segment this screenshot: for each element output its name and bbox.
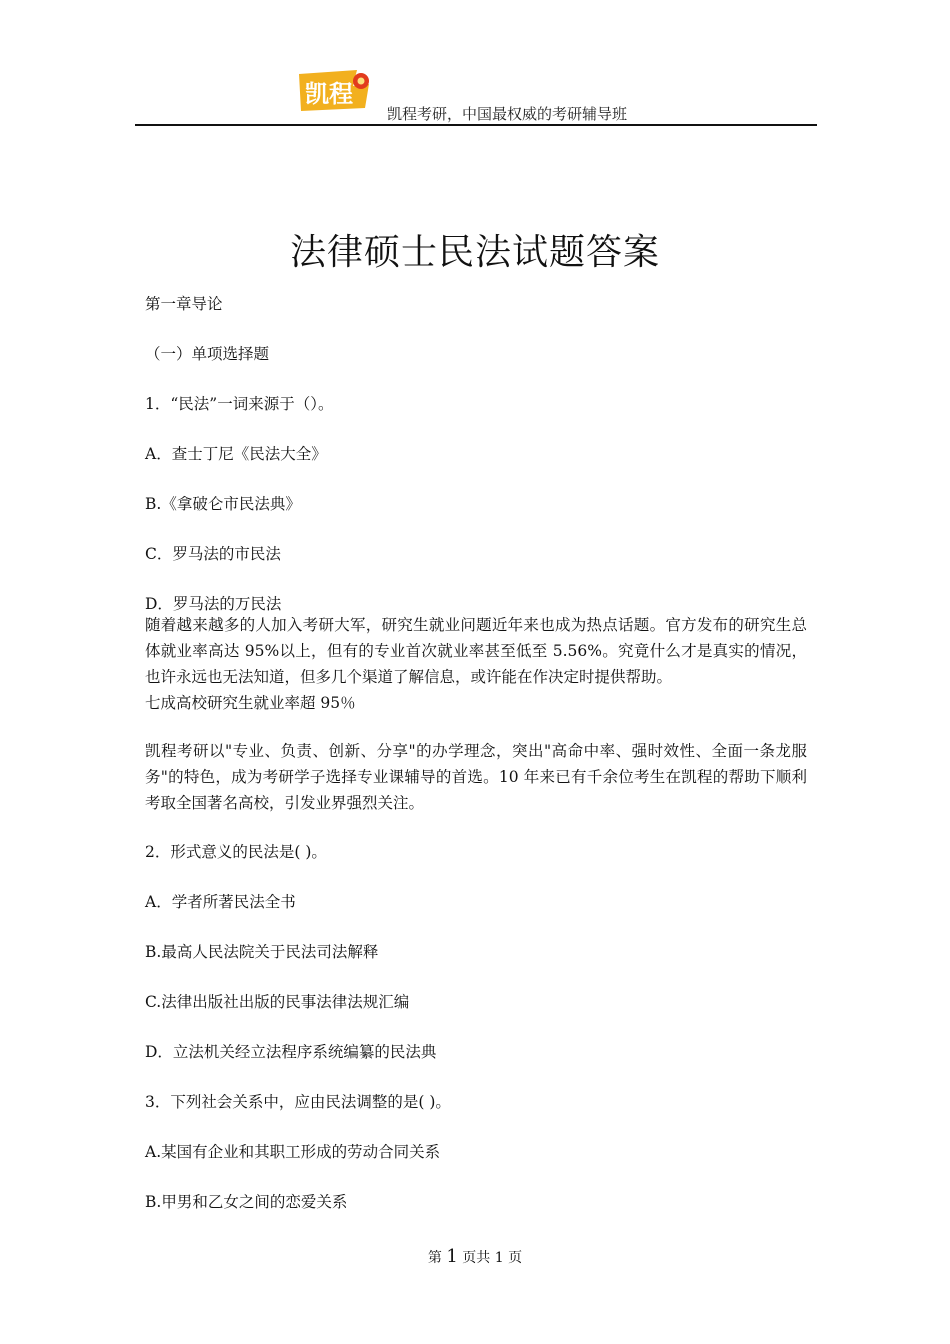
question-2-option-d: D．立法机关经立法程序系统编纂的民法典 <box>145 1043 437 1061</box>
question-2-option-c: C.法律出版社出版的民事法律法规汇编 <box>145 993 410 1011</box>
ad-paragraph-kaicheng: 凯程考研以"专业、负责、创新、分享"的办学理念，突出"高命中率、强时效性、全面一条龙服务"的特色，成为考研学子选择专业课辅导的首选。10 年来已有千余位考生在凯程的帮助下顺利考取全国著名高校，引发业界强烈关注。 <box>145 742 807 812</box>
page-header <box>135 62 817 128</box>
chapter-heading: 第一章导论 <box>145 295 223 313</box>
question-2-option-b: B.最高人民法院关于民法司法解释 <box>145 943 379 961</box>
footer-suffix: 页共 1 页 <box>462 1250 523 1266</box>
ad-heading-employment: 七成高校研究生就业率超 95％ <box>145 694 356 712</box>
ad-paragraph-employment: 随着越来越多的人加入考研大军，研究生就业问题近年来也成为热点话题。官方发布的研究生总体就业率高达 95%以上，但有的专业首次就业率甚至低至 5.56%。究竟什么才是真实的情况，也许永远也无法知道，但多几个渠道了解信息，或许能在作决定时提供帮助。 <box>145 616 807 686</box>
section-heading: （一）单项选择题 <box>145 345 270 363</box>
question-1-option-c: C．罗马法的市民法 <box>145 545 281 563</box>
question-1-option-b: B.《拿破仑市民法典》 <box>145 495 301 513</box>
page-footer <box>0 1246 950 1267</box>
question-3-option-b: B.甲男和乙女之间的恋爱关系 <box>145 1193 348 1211</box>
logo-text: 凯程 <box>305 80 353 108</box>
question-3-stem: 3．下列社会关系中，应由民法调整的是( )。 <box>145 1093 451 1111</box>
footer-page-number: 1 <box>446 1246 458 1267</box>
question-1-stem: 1．“民法”一词来源于（）。 <box>145 395 334 413</box>
header-tagline: 凯程考研，中国最权威的考研辅导班 <box>387 105 628 123</box>
header-divider <box>135 124 817 126</box>
question-2-stem: 2．形式意义的民法是( )。 <box>145 843 327 861</box>
question-2-option-a: A．学者所著民法全书 <box>145 893 296 911</box>
question-3-option-a: A.某国有企业和其职工形成的劳动合同关系 <box>145 1143 441 1161</box>
footer-prefix: 第 <box>427 1250 442 1266</box>
question-1-option-a: A．查士丁尼《民法大全》 <box>145 445 327 463</box>
kaicheng-logo <box>295 64 375 114</box>
document-title: 法律硕士民法试题答案 <box>289 232 660 274</box>
question-1-option-d: D．罗马法的万民法 <box>145 595 282 613</box>
